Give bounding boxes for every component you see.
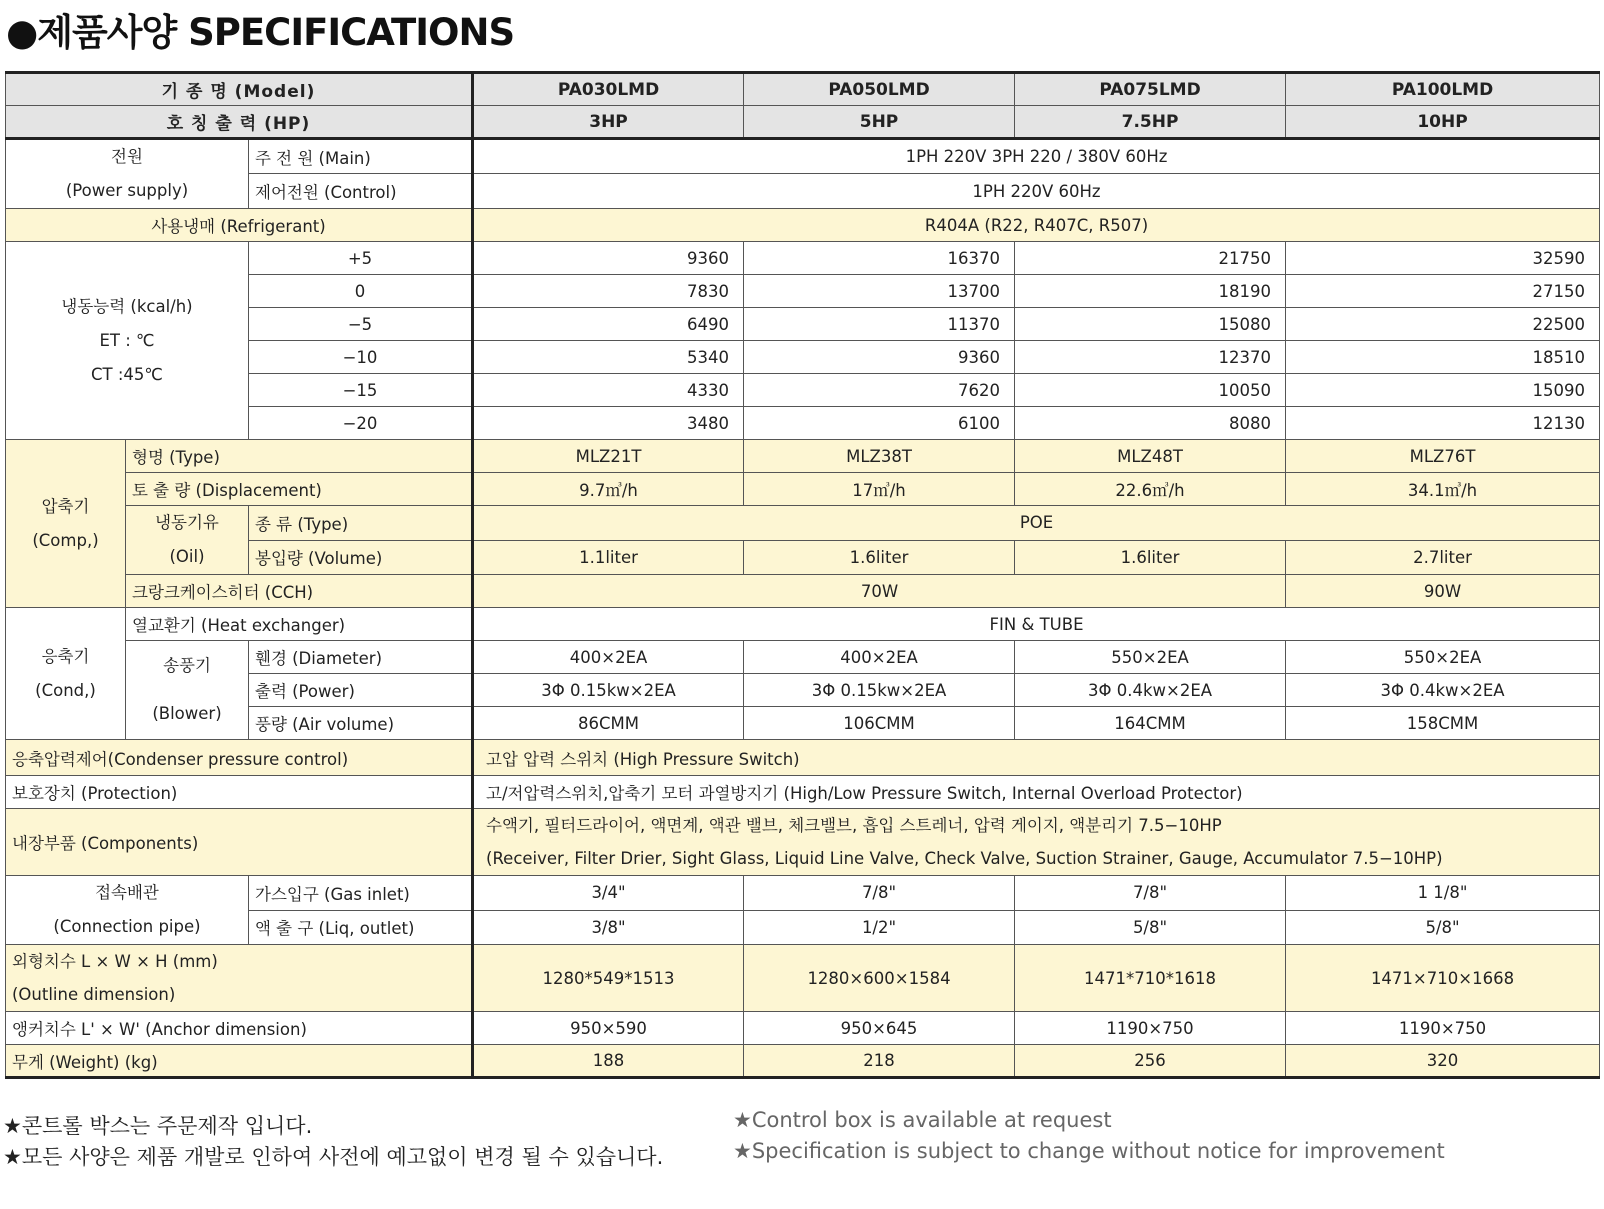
diameter-value: 400×2EA: [473, 641, 744, 674]
comp-disp-value: 9.7㎥/h: [473, 473, 744, 506]
capacity-value: 9360: [744, 341, 1015, 374]
notes-korean: [3, 1111, 663, 1173]
hp-value: 10HP: [1286, 106, 1600, 139]
et-value: 0: [249, 275, 473, 308]
blower-group-label: [126, 641, 249, 740]
capacity-value: 12130: [1286, 407, 1600, 440]
comp-disp-value: 34.1㎥/h: [1286, 473, 1600, 506]
comp-type-label: 형명 (Type): [126, 440, 473, 473]
compressor-group-label: [6, 440, 126, 608]
oil-group-en: (Oil): [169, 547, 205, 566]
air-volume-value: 106CMM: [744, 707, 1015, 740]
gas-inlet-row: [6, 876, 1600, 911]
oil-type-label: 종 류 (Type): [249, 506, 473, 541]
cch-label: 크랑크케이스히터 (CCH): [126, 575, 473, 608]
model-name: PA100LMD: [1286, 73, 1600, 106]
cond-pressure-value: 고압 압력 스위치 (High Pressure Switch): [473, 740, 1600, 776]
blower-power-value: 3Φ 0.15kw×2EA: [744, 674, 1015, 707]
hx-label: 열교환기 (Heat exchanger): [126, 608, 473, 641]
specifications-table: [5, 71, 1600, 1079]
anchor-row: [6, 1012, 1600, 1045]
capacity-value: 8080: [1015, 407, 1286, 440]
et-value: −5: [249, 308, 473, 341]
capacity-label-unit: 냉동능력 (kcal/h): [61, 296, 193, 316]
oil-volume-value: 1.1liter: [473, 540, 744, 575]
model-name: PA050LMD: [744, 73, 1015, 106]
condenser-group-ko: 응축기: [41, 646, 90, 666]
capacity-value: 27150: [1286, 275, 1600, 308]
power-control-label: 제어전원 (Control): [249, 174, 473, 209]
comp-disp-row: [6, 473, 1600, 506]
comp-type-value: MLZ76T: [1286, 440, 1600, 473]
power-main-value: 1PH 220V 3PH 220 / 380V 60Hz: [473, 139, 1600, 174]
capacity-value: 6490: [473, 308, 744, 341]
blower-group-ko: 송풍기: [163, 656, 211, 675]
diameter-row: [6, 641, 1600, 674]
air-volume-value: 86CMM: [473, 707, 744, 740]
capacity-label-et: ET : ℃: [99, 330, 155, 350]
note-line: ★Specification is subject to change without notice for improvement: [733, 1139, 1445, 1163]
liq-outlet-value: 5/8": [1015, 910, 1286, 945]
power-main-row: [6, 139, 1600, 174]
model-row: [6, 73, 1600, 106]
diameter-value: 550×2EA: [1015, 641, 1286, 674]
comp-disp-value: 22.6㎥/h: [1015, 473, 1286, 506]
oil-group-ko: 냉동기유: [155, 513, 219, 532]
capacity-value: 7620: [744, 374, 1015, 407]
blower-power-value: 3Φ 0.4kw×2EA: [1286, 674, 1600, 707]
capacity-value: 13700: [744, 275, 1015, 308]
components-value-ko: 수액기, 필터드라이어, 액면계, 액관 밸브, 체크밸브, 흡입 스트레너, 압력 게이지, 액분리기 7.5−10HP: [486, 816, 1222, 835]
et-value: +5: [249, 242, 473, 275]
outline-value: 1280*549*1513: [473, 945, 744, 1012]
gas-inlet-value: 7/8": [1015, 876, 1286, 911]
power-main-label: 주 전 원 (Main): [249, 139, 473, 174]
capacity-value: 21750: [1015, 242, 1286, 275]
comp-disp-value: 17㎥/h: [744, 473, 1015, 506]
refrigerant-value: R404A (R22, R407C, R507): [473, 209, 1600, 242]
gas-inlet-value: 7/8": [744, 876, 1015, 911]
cch-value: 70W: [473, 575, 1286, 608]
protection-row: [6, 776, 1600, 809]
air-volume-value: 164CMM: [1015, 707, 1286, 740]
capacity-label-ct: CT :45℃: [91, 364, 163, 384]
gas-inlet-label: 가스입구 (Gas inlet): [249, 876, 473, 911]
hx-value: FIN & TUBE: [473, 608, 1600, 641]
blower-group-en: (Blower): [152, 704, 222, 723]
anchor-value: 1190×750: [1015, 1012, 1286, 1045]
model-label: 기 종 명 (Model): [6, 73, 473, 106]
capacity-value: 16370: [744, 242, 1015, 275]
oil-volume-label: 봉입량 (Volume): [249, 540, 473, 575]
condenser-group-en: (Cond,): [35, 680, 96, 700]
note-line: ★Control box is available at request: [733, 1108, 1112, 1132]
components-row: [6, 809, 1600, 876]
air-volume-value: 158CMM: [1286, 707, 1600, 740]
blower-power-value: 3Φ 0.4kw×2EA: [1015, 674, 1286, 707]
cch-row: [6, 575, 1600, 608]
note-line: ★모든 사양은 제품 개발로 인하여 사전에 예고없이 변경 될 수 있습니다.: [3, 1145, 664, 1169]
components-value: [473, 809, 1600, 876]
compressor-group-ko: 압축기: [41, 496, 90, 516]
outline-label: [6, 945, 473, 1012]
outline-label-en: (Outline dimension): [12, 985, 176, 1004]
oil-volume-value: 1.6liter: [744, 540, 1015, 575]
capacity-value: 12370: [1015, 341, 1286, 374]
note-line: ★콘트롤 박스는 주문제작 입니다.: [3, 1114, 313, 1138]
diameter-value: 400×2EA: [744, 641, 1015, 674]
page-title: ●제품사양 SPECIFICATIONS: [6, 11, 515, 54]
capacity-value: 15080: [1015, 308, 1286, 341]
comp-type-value: MLZ38T: [744, 440, 1015, 473]
capacity-row: [6, 242, 1600, 275]
oil-type-row: [6, 506, 1600, 541]
pipe-group-ko: 접속배관: [95, 883, 159, 902]
blower-power-value: 3Φ 0.15kw×2EA: [473, 674, 744, 707]
capacity-value: 4330: [473, 374, 744, 407]
diameter-value: 550×2EA: [1286, 641, 1600, 674]
components-label: 내장부품 (Components): [6, 809, 473, 876]
cond-pressure-label: 응축압력제어(Condenser pressure control): [6, 740, 473, 776]
pipe-group-en: (Connection pipe): [53, 917, 201, 936]
power-group-ko: 전원: [111, 147, 143, 166]
weight-value: 320: [1286, 1045, 1600, 1078]
components-value-en: (Receiver, Filter Drier, Sight Glass, Liquid Line Valve, Check Valve, Suction Strainer, Gauge, Accumulator 7.5−10HP): [486, 849, 1443, 868]
weight-value: 218: [744, 1045, 1015, 1078]
anchor-value: 950×645: [744, 1012, 1015, 1045]
hp-value: 3HP: [473, 106, 744, 139]
anchor-value: 950×590: [473, 1012, 744, 1045]
weight-value: 188: [473, 1045, 744, 1078]
capacity-value: 18510: [1286, 341, 1600, 374]
hp-label: 호 칭 출 력 (HP): [6, 106, 473, 139]
capacity-value: 9360: [473, 242, 744, 275]
diameter-label: 휀경 (Diameter): [249, 641, 473, 674]
refrigerant-label: 사용냉매 (Refrigerant): [6, 209, 473, 242]
outline-value: 1471×710×1668: [1286, 945, 1600, 1012]
liq-outlet-value: 1/2": [744, 910, 1015, 945]
capacity-value: 7830: [473, 275, 744, 308]
cond-pressure-row: [6, 740, 1600, 776]
condenser-group-label: [6, 608, 126, 740]
capacity-value: 22500: [1286, 308, 1600, 341]
model-name: PA030LMD: [473, 73, 744, 106]
power-control-value: 1PH 220V 60Hz: [473, 174, 1600, 209]
hx-row: [6, 608, 1600, 641]
outline-row: [6, 945, 1600, 1012]
weight-label: 무게 (Weight) (kg): [6, 1045, 473, 1078]
anchor-label: 앵커치수 L' × W' (Anchor dimension): [6, 1012, 473, 1045]
comp-disp-label: 토 출 량 (Displacement): [126, 473, 473, 506]
oil-volume-value: 2.7liter: [1286, 540, 1600, 575]
weight-row: [6, 1045, 1600, 1078]
et-value: −15: [249, 374, 473, 407]
capacity-value: 3480: [473, 407, 744, 440]
capacity-value: 32590: [1286, 242, 1600, 275]
power-group-en: (Power supply): [65, 181, 189, 200]
capacity-value: 10050: [1015, 374, 1286, 407]
weight-value: 256: [1015, 1045, 1286, 1078]
notes-english: [733, 1105, 1445, 1167]
hp-value: 5HP: [744, 106, 1015, 139]
comp-type-row: [6, 440, 1600, 473]
protection-label: 보호장치 (Protection): [6, 776, 473, 809]
comp-type-value: MLZ21T: [473, 440, 744, 473]
et-value: −10: [249, 341, 473, 374]
capacity-value: 6100: [744, 407, 1015, 440]
capacity-value: 5340: [473, 341, 744, 374]
hp-row: [6, 106, 1600, 139]
air-volume-label: 풍량 (Air volume): [249, 707, 473, 740]
oil-volume-value: 1.6liter: [1015, 540, 1286, 575]
liq-outlet-value: 5/8": [1286, 910, 1600, 945]
anchor-value: 1190×750: [1286, 1012, 1600, 1045]
gas-inlet-value: 1 1/8": [1286, 876, 1600, 911]
outline-value: 1280×600×1584: [744, 945, 1015, 1012]
cch-value: 90W: [1286, 575, 1600, 608]
oil-group-label: [126, 506, 249, 575]
liq-outlet-value: 3/8": [473, 910, 744, 945]
et-value: −20: [249, 407, 473, 440]
liq-outlet-label: 액 출 구 (Liq, outlet): [249, 910, 473, 945]
refrigerant-row: [6, 209, 1600, 242]
compressor-group-en: (Comp,): [32, 530, 99, 550]
pipe-group-label: [6, 876, 249, 945]
blower-power-label: 출력 (Power): [249, 674, 473, 707]
capacity-value: 11370: [744, 308, 1015, 341]
comp-type-value: MLZ48T: [1015, 440, 1286, 473]
capacity-value: 18190: [1015, 275, 1286, 308]
outline-label-main: 외형치수 L × W × H (mm): [12, 952, 218, 971]
gas-inlet-value: 3/4": [473, 876, 744, 911]
protection-value: 고/저압력스위치,압축기 모터 과열방지기 (High/Low Pressure Switch, Internal Overload Protector): [473, 776, 1600, 809]
capacity-label: [6, 242, 249, 440]
capacity-value: 15090: [1286, 374, 1600, 407]
power-group-label: [6, 139, 249, 209]
outline-value: 1471*710*1618: [1015, 945, 1286, 1012]
oil-type-value: POE: [473, 506, 1600, 541]
hp-value: 7.5HP: [1015, 106, 1286, 139]
model-name: PA075LMD: [1015, 73, 1286, 106]
